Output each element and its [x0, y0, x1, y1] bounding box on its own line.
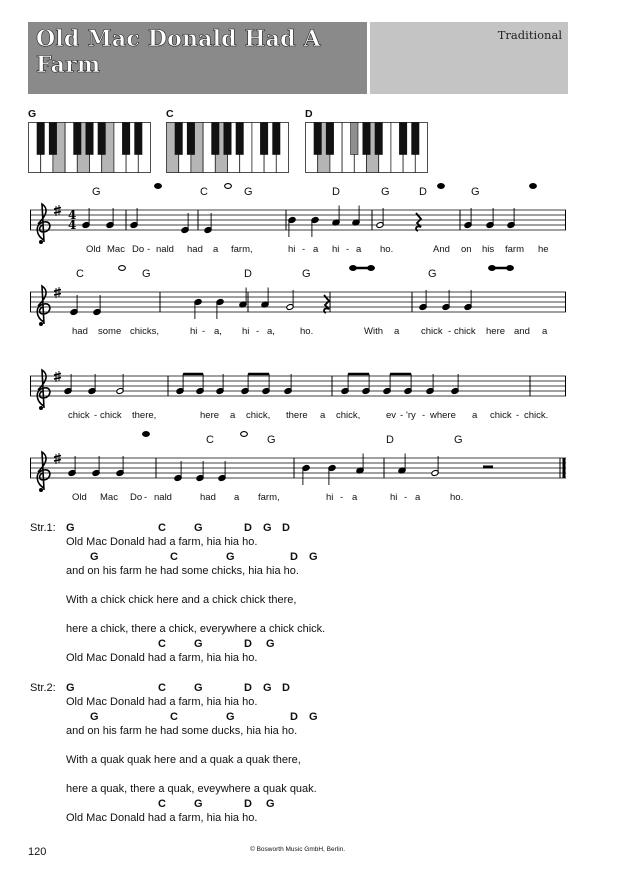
lyric-syllable: -	[144, 492, 148, 503]
chord-symbol: G	[471, 186, 480, 198]
eighth-note	[196, 374, 204, 394]
lyric-syllable: a	[352, 492, 358, 503]
lyric-syllable: chick	[490, 410, 512, 421]
page-number: 120	[28, 846, 47, 858]
lyric-syllable: farm	[505, 244, 524, 255]
quarter-note	[328, 465, 336, 485]
quarter-note	[426, 374, 434, 394]
quarter-note	[438, 184, 445, 189]
quarter-note	[464, 290, 472, 310]
staff	[30, 352, 566, 410]
half-note	[431, 456, 439, 476]
verse-chord: C	[170, 711, 178, 723]
quarter-note	[196, 461, 204, 481]
lyric-syllable: here	[200, 410, 220, 421]
quarter-note	[464, 208, 472, 228]
lyric-syllable: he	[538, 244, 549, 255]
time-signature-bottom: 4	[68, 218, 77, 232]
title-banner	[28, 22, 367, 94]
black-key	[314, 123, 321, 155]
music-system-1	[30, 186, 566, 262]
lyric-syllable: a	[234, 492, 240, 503]
verse-chord: G	[194, 682, 203, 694]
lyric-syllable: ho.	[300, 326, 314, 337]
verse-2	[30, 682, 570, 832]
quarter-note	[442, 290, 450, 310]
black-key	[49, 123, 56, 155]
quarter-note	[288, 217, 296, 237]
quarter-note	[486, 208, 494, 228]
lyric-syllable: chick	[454, 326, 476, 337]
chord-symbol: G	[302, 268, 311, 280]
lyric-syllable: had	[72, 326, 88, 337]
lyric-syllable: had	[200, 492, 216, 503]
quarter-note	[130, 208, 138, 228]
lyric-syllable: -	[147, 244, 151, 255]
quarter-note	[216, 374, 224, 394]
lyric-syllable: chick	[421, 326, 443, 337]
black-key	[326, 123, 333, 155]
chord-symbol: D	[386, 434, 394, 446]
lyric-syllable: Mac	[100, 492, 118, 503]
chord-symbol: C	[76, 268, 84, 280]
sharp-icon	[54, 453, 61, 464]
lyric-syllable: hi	[326, 492, 334, 503]
lyric-syllable: there,	[132, 410, 157, 421]
quarter-note	[92, 456, 100, 476]
lyric-syllable: hi	[190, 326, 198, 337]
verse-chord: D	[290, 711, 298, 723]
quarter-note	[398, 454, 406, 474]
lyric-syllable: chick,	[336, 410, 361, 421]
verse-chord: C	[158, 522, 166, 534]
eighth-note	[362, 374, 370, 394]
half-note	[225, 184, 232, 189]
music-system-2	[30, 268, 566, 344]
black-key	[273, 123, 280, 155]
verse-chord: G	[263, 682, 272, 694]
quarter-note	[93, 295, 101, 315]
lyric-syllable: a	[356, 244, 362, 255]
verse-chord: D	[282, 682, 290, 694]
lyric-syllable: farm,	[258, 492, 280, 503]
lyric-syllable: nald	[154, 492, 172, 503]
black-key	[187, 123, 194, 155]
eighth-note	[262, 374, 270, 394]
quarter-note	[82, 208, 90, 228]
verse-label: Str.2:	[30, 682, 56, 694]
lyric-syllable: and	[514, 326, 530, 337]
verse-line: With a quak quak here and a quak a quak there,	[66, 754, 301, 766]
half-note	[286, 290, 294, 310]
staff	[30, 434, 566, 492]
black-key	[86, 123, 93, 155]
half-note	[116, 374, 124, 394]
eighth-note	[383, 374, 391, 394]
quarter-note	[284, 374, 292, 394]
quarter-note	[261, 288, 269, 308]
lyric-syllable: chick.	[524, 410, 549, 421]
verse-chord: D	[282, 522, 290, 534]
chord-symbol: D	[244, 268, 252, 280]
sharp-icon	[54, 371, 61, 382]
sharp-icon	[54, 205, 61, 216]
verse-chord: D	[244, 682, 252, 694]
quarter-note	[204, 213, 212, 233]
staff	[30, 186, 566, 244]
quarter-note	[311, 217, 319, 237]
lyric-syllable: -	[448, 326, 452, 337]
quarter-note	[451, 374, 459, 394]
quarter-note	[302, 465, 310, 485]
keyboard-chord-label: G	[28, 108, 37, 120]
verse-line: Old Mac Donald had a farm, hia hia ho.	[66, 536, 258, 548]
chord-symbol: C	[200, 186, 208, 198]
black-key	[236, 123, 243, 155]
black-key	[224, 123, 231, 155]
chord-symbol: G	[428, 268, 437, 280]
verse-chord: G	[309, 551, 318, 563]
lyric-syllable: a	[394, 326, 400, 337]
verse-1	[30, 522, 570, 672]
copyright-notice: © Bosworth Music GmbH, Berlin.	[250, 846, 346, 853]
eighth-note	[241, 374, 249, 394]
keyboard-keys	[305, 122, 429, 174]
verse-line: With a chick chick here and a chick chick there,	[66, 594, 297, 606]
lyric-syllable: 'ry	[406, 410, 416, 421]
keyboard-chord-label: D	[305, 108, 313, 120]
verse-line: Old Mac Donald had a farm, hia hia ho.	[66, 652, 258, 664]
lyric-syllable: Do	[132, 244, 145, 255]
chord-symbol: C	[206, 434, 214, 446]
black-key	[260, 123, 267, 155]
black-key	[399, 123, 406, 155]
chord-symbol: G	[142, 268, 151, 280]
lyric-syllable: where	[430, 410, 456, 421]
black-key	[351, 123, 358, 155]
lyric-syllable: hi	[390, 492, 398, 503]
black-key	[122, 123, 129, 155]
lyric-syllable: there	[286, 410, 308, 421]
lyric-syllable: -	[94, 410, 98, 421]
verse-chord: G	[309, 711, 318, 723]
verse-chord: G	[266, 798, 275, 810]
quarter-note	[174, 461, 182, 481]
verse-chord: D	[244, 522, 252, 534]
verse-chord: C	[170, 551, 178, 563]
quarter-note	[106, 208, 114, 228]
lyric-syllable: here	[486, 326, 506, 337]
lyric-syllable: chick,	[246, 410, 271, 421]
lyric-syllable: a,	[267, 326, 275, 337]
lyric-syllable: -	[302, 244, 306, 255]
lyric-syllable: -	[422, 410, 426, 421]
verse-line: here a quak, there a quak, eveywhere a quak quak.	[66, 783, 317, 795]
quarter-note	[352, 206, 360, 226]
lyric-syllable: -	[400, 410, 404, 421]
verse-chord: G	[194, 522, 203, 534]
black-key	[363, 123, 370, 155]
half-note	[241, 432, 248, 437]
quarter-note	[116, 456, 124, 476]
lyric-syllable: -	[202, 326, 206, 337]
lyric-syllable: a	[213, 244, 219, 255]
quarter-note	[216, 299, 224, 319]
verse-chord: G	[90, 551, 99, 563]
verse-chord: G	[194, 638, 203, 650]
lyric-syllable: Old	[72, 492, 87, 503]
lyric-syllable: a,	[214, 326, 222, 337]
lyric-syllable: Old	[86, 244, 101, 255]
verse-chord: G	[194, 798, 203, 810]
lyric-syllable: hi	[242, 326, 250, 337]
verse-chord: G	[90, 711, 99, 723]
music-system-4	[30, 434, 566, 510]
quarter-note	[68, 456, 76, 476]
black-key	[135, 123, 142, 155]
lyric-syllable: ev	[386, 410, 397, 421]
verse-chord: C	[158, 682, 166, 694]
verse-line: and on his farm he had some ducks, hia hia ho.	[66, 725, 298, 737]
lyric-syllable: -	[340, 492, 344, 503]
chord-symbol: D	[419, 186, 427, 198]
lyric-syllable: a	[313, 244, 319, 255]
lyric-syllable: chick	[100, 410, 122, 421]
quarter-note	[155, 184, 162, 189]
verse-chord: C	[158, 798, 166, 810]
verse-chord: C	[158, 638, 166, 650]
quarter-note	[143, 432, 150, 437]
black-key	[37, 123, 44, 155]
eighth-note	[404, 374, 412, 394]
verse-chord: G	[66, 522, 75, 534]
composer-banner	[370, 22, 568, 94]
verse-chord: G	[266, 638, 275, 650]
verse-chord: D	[290, 551, 298, 563]
quarter-note	[181, 213, 189, 233]
lyric-syllable: some	[98, 326, 122, 337]
black-key	[175, 123, 182, 155]
black-key	[98, 123, 105, 155]
song-title: Old Mac Donald Had A Farm	[36, 26, 321, 78]
quarter-rest-icon	[324, 295, 329, 313]
quarter-note	[64, 374, 72, 394]
lyric-syllable: -	[256, 326, 260, 337]
chord-symbol: G	[92, 186, 101, 198]
verse-line: here a chick, there a chick, everywhere a chick chick.	[66, 623, 326, 635]
lyric-syllable: a	[472, 410, 478, 421]
lyric-syllable: his	[482, 244, 495, 255]
black-key	[375, 123, 382, 155]
lyric-syllable: a	[230, 410, 236, 421]
lyric-syllable: Do	[130, 492, 143, 503]
staff	[30, 268, 566, 326]
lyric-syllable: ho.	[380, 244, 394, 255]
music-system-3	[30, 352, 566, 428]
lyric-syllable: -	[516, 410, 520, 421]
verse-line: Old Mac Donald had a farm, hia hia ho.	[66, 696, 258, 708]
eighth-note	[176, 374, 184, 394]
lyric-syllable: -	[346, 244, 350, 255]
lyric-syllable: With	[364, 326, 383, 337]
sharp-icon	[54, 287, 61, 298]
lyric-syllable: ho.	[450, 492, 464, 503]
quarter-note	[332, 206, 340, 226]
quarter-note	[356, 454, 364, 474]
quarter-note	[70, 295, 78, 315]
verse-chord: G	[66, 682, 75, 694]
eighth-note	[368, 266, 375, 271]
lyric-syllable: Mac	[107, 244, 125, 255]
keyboard-chord-label: C	[166, 108, 174, 120]
verse-chord: D	[244, 638, 252, 650]
black-key	[412, 123, 419, 155]
verse-chord: G	[263, 522, 272, 534]
lyric-syllable: a	[542, 326, 548, 337]
lyric-syllable: a	[320, 410, 326, 421]
lyric-syllable: hi	[288, 244, 296, 255]
lyric-syllable: chick	[68, 410, 90, 421]
quarter-note	[419, 290, 427, 310]
half-note	[376, 208, 384, 228]
quarter-note	[218, 461, 226, 481]
chord-symbol: D	[332, 186, 340, 198]
chord-symbol: G	[244, 186, 253, 198]
verse-label: Str.1:	[30, 522, 56, 534]
verse-line: and on his farm he had some chicks, hia hia ho.	[66, 565, 299, 577]
black-key	[74, 123, 81, 155]
black-key	[212, 123, 219, 155]
time-signature-top: 4	[68, 208, 77, 222]
lyric-syllable: had	[187, 244, 203, 255]
quarter-note	[194, 299, 202, 319]
chord-symbol: G	[381, 186, 390, 198]
composer-label: Traditional	[497, 28, 562, 42]
verse-chord: D	[244, 798, 252, 810]
verse-line: Old Mac Donald had a farm, hia hia ho.	[66, 812, 258, 824]
quarter-note	[88, 374, 96, 394]
quarter-note	[530, 184, 537, 189]
eighth-note	[341, 374, 349, 394]
lyric-syllable: -	[404, 492, 408, 503]
lyric-syllable: nald	[156, 244, 174, 255]
keyboard-keys	[28, 122, 152, 174]
verse-chord: G	[226, 711, 235, 723]
quarter-rest-icon	[416, 213, 421, 231]
lyric-syllable: hi	[332, 244, 340, 255]
half-rest-icon	[483, 466, 493, 469]
chord-symbol: G	[267, 434, 276, 446]
chord-symbol: G	[454, 434, 463, 446]
quarter-note	[507, 208, 515, 228]
lyric-syllable: farm,	[231, 244, 253, 255]
keyboard-keys	[166, 122, 290, 174]
verse-chord: G	[226, 551, 235, 563]
lyric-syllable: chicks,	[130, 326, 160, 337]
lyric-syllable: a	[415, 492, 421, 503]
lyric-syllable: on	[461, 244, 472, 255]
half-note	[119, 266, 126, 271]
lyric-syllable: And	[433, 244, 450, 255]
quarter-note	[239, 288, 247, 308]
eighth-note	[507, 266, 514, 271]
